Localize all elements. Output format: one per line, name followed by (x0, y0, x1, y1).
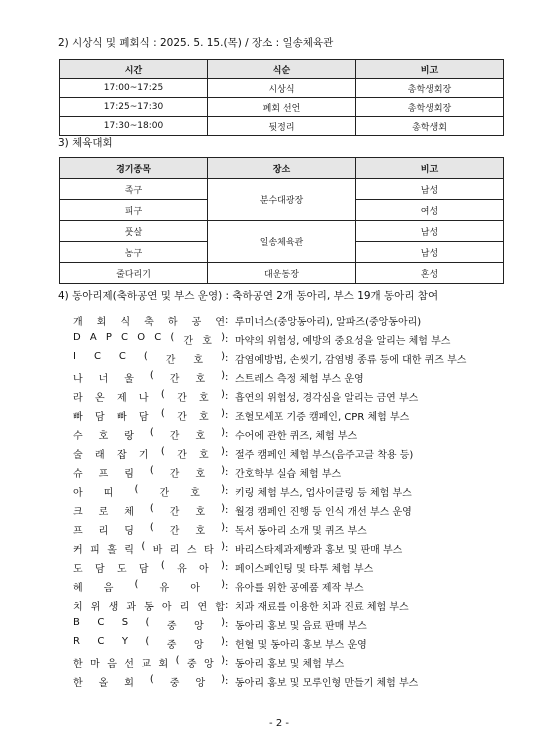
club-name: 프 리 딩 ( 간 호 ) (73, 522, 225, 537)
note-cell: 총학생회장 (356, 79, 504, 98)
club-separator: : (225, 315, 229, 326)
club-name: R C Y ( 중 앙 ) (73, 636, 225, 651)
venue-cell: 분수대광장 (208, 179, 356, 221)
club-description: 헌혈 및 동아리 홍보 부스 운영 (235, 640, 367, 651)
club-row (73, 368, 533, 387)
section-2-heading: 2) 시상식 및 폐회식 : 2025. 5. 15.(목) / 장소 : 일송체육관 (58, 37, 334, 49)
club-separator: : (225, 486, 229, 497)
club-row (73, 406, 533, 425)
venue-cell: 일송체육관 (208, 221, 356, 263)
club-booth-list (73, 311, 533, 691)
note-cell: 혼성 (356, 263, 504, 284)
table-row (60, 117, 504, 136)
column-header: 비고 (356, 158, 504, 179)
club-description: 페이스페인팅 및 타투 체험 부스 (235, 564, 374, 575)
club-description: 치과 재료를 이용한 치과 진료 체험 부스 (235, 602, 409, 613)
program-cell: 시상식 (208, 79, 356, 98)
club-name: 슈 프 림 ( 간 호 ) (73, 465, 225, 480)
club-name: 나 너 울 ( 간 호 ) (73, 370, 225, 385)
club-row (73, 482, 533, 501)
club-separator: : (225, 334, 229, 345)
club-description: 루미너스(중앙동아리), 알파즈(중앙동아리) (235, 317, 422, 328)
column-header: 식순 (208, 60, 356, 79)
note-cell: 총학생회 (356, 117, 504, 136)
club-row (73, 501, 533, 520)
club-row (73, 577, 533, 596)
table-row (60, 98, 504, 117)
section-3-heading: 3) 체육대회 (58, 137, 113, 149)
sports-event-table (59, 157, 504, 284)
club-separator: : (225, 562, 229, 573)
program-cell: 뒷정리 (208, 117, 356, 136)
club-separator: : (225, 353, 229, 364)
club-row (73, 672, 533, 691)
column-header: 장소 (208, 158, 356, 179)
event-cell: 농구 (60, 242, 208, 263)
program-cell: 폐회 선언 (208, 98, 356, 117)
club-name: 빠 담 빠 담 ( 간 호 ) (73, 408, 225, 423)
club-name: D A P C O C ( 간 호 ) (73, 332, 225, 347)
note-cell: 남성 (356, 242, 504, 263)
time-cell: 17:25~17:30 (60, 98, 208, 117)
club-row (73, 653, 533, 672)
club-row (73, 539, 533, 558)
column-header: 경기종목 (60, 158, 208, 179)
club-separator: : (225, 638, 229, 649)
ceremony-schedule-table (59, 59, 504, 136)
venue-cell: 대운동장 (208, 263, 356, 284)
club-separator: : (225, 676, 229, 687)
club-description: 동아리 홍보 및 음료 판매 부스 (235, 621, 367, 632)
club-description: 흡연의 위험성, 경각심을 알리는 금연 부스 (235, 393, 419, 404)
club-name: 혜 음 ( 유 아 ) (73, 579, 225, 594)
club-name: 치 위 생 과 동 아 리 연 합 (73, 602, 225, 613)
club-description: 마약의 위험성, 예방의 중요성을 알리는 체험 부스 (235, 336, 451, 347)
section-4-heading: 4) 동아리제(축하공연 및 부스 운영) : 축하공연 2개 동아리, 부스 19개 동아리 참여 (58, 290, 439, 302)
club-name: B C S ( 중 앙 ) (73, 617, 225, 632)
club-name: 도 담 도 담 ( 유 아 ) (73, 560, 225, 575)
table-row (60, 179, 504, 200)
table-row (60, 221, 504, 242)
table-header-row (60, 60, 504, 79)
club-description: 월경 캠페인 진행 등 인식 개선 부스 운영 (235, 507, 412, 518)
club-separator: : (225, 581, 229, 592)
event-cell: 피구 (60, 200, 208, 221)
club-separator: : (225, 524, 229, 535)
club-row (73, 615, 533, 634)
club-description: 키링 체험 부스, 업사이클링 등 체험 부스 (235, 488, 412, 499)
club-separator: : (225, 391, 229, 402)
club-name: 아 띠 ( 간 호 ) (73, 484, 225, 499)
club-description: 동아리 홍보 및 체험 부스 (235, 659, 345, 670)
club-description: 절주 캠페인 체험 부스(음주고글 착용 등) (235, 450, 414, 461)
club-row (73, 425, 533, 444)
note-cell: 남성 (356, 179, 504, 200)
club-row (73, 634, 533, 653)
club-row (73, 520, 533, 539)
club-row (73, 387, 533, 406)
club-name: 술 래 잡 기 ( 간 호 ) (73, 446, 225, 461)
club-description: 수어에 관한 퀴즈, 체험 부스 (235, 431, 358, 442)
club-description: 감염예방법, 손씻기, 감염병 종류 등에 대한 퀴즈 부스 (235, 355, 467, 366)
club-row (73, 444, 533, 463)
note-cell: 여성 (356, 200, 504, 221)
event-cell: 풋살 (60, 221, 208, 242)
page-number: - 2 - (269, 718, 289, 729)
club-row (73, 558, 533, 577)
club-separator: : (225, 467, 229, 478)
club-name: 수 호 랑 ( 간 호 ) (73, 427, 225, 442)
event-cell: 족구 (60, 179, 208, 200)
club-name: I C C ( 간 호 ) (73, 351, 225, 366)
club-name: 라 온 제 나 ( 간 호 ) (73, 389, 225, 404)
time-cell: 17:30~18:00 (60, 117, 208, 136)
club-separator: : (225, 543, 229, 554)
club-separator: : (225, 448, 229, 459)
club-name: 한 마 음 선 교 회 ( 중 앙 ) (73, 655, 225, 670)
club-name: 커 피 홀 릭 ( 바 리 스 타 ) (73, 541, 225, 556)
club-description: 독서 동아리 소개 및 퀴즈 부스 (235, 526, 367, 537)
note-cell: 남성 (356, 221, 504, 242)
event-cell: 줄다리기 (60, 263, 208, 284)
club-description: 조혈모세포 기증 캠페인, CPR 체험 부스 (235, 412, 410, 423)
club-row (73, 349, 533, 368)
club-separator: : (225, 657, 229, 668)
table-row (60, 79, 504, 98)
note-cell: 총학생회장 (356, 98, 504, 117)
club-row (73, 311, 533, 330)
club-description: 바리스타제과제빵과 홍보 및 판매 부스 (235, 545, 403, 556)
table-row (60, 263, 504, 284)
club-description: 유아를 위한 공예품 제작 부스 (235, 583, 364, 594)
club-separator: : (225, 619, 229, 630)
club-description: 스트레스 측정 체험 부스 운영 (235, 374, 364, 385)
club-name: 개 회 식 축 하 공 연 (73, 317, 225, 328)
club-separator: : (225, 600, 229, 611)
club-separator: : (225, 372, 229, 383)
table-header-row (60, 158, 504, 179)
club-separator: : (225, 505, 229, 516)
club-row (73, 596, 533, 615)
club-name: 한 올 회 ( 중 앙 ) (73, 674, 225, 689)
club-description: 간호학부 실습 체험 부스 (235, 469, 342, 480)
club-name: 크 로 체 ( 간 호 ) (73, 503, 225, 518)
column-header: 시간 (60, 60, 208, 79)
club-separator: : (225, 429, 229, 440)
time-cell: 17:00~17:25 (60, 79, 208, 98)
club-description: 동아리 홍보 및 모루인형 만들기 체험 부스 (235, 678, 419, 689)
club-row (73, 463, 533, 482)
column-header: 비고 (356, 60, 504, 79)
club-separator: : (225, 410, 229, 421)
club-row (73, 330, 533, 349)
